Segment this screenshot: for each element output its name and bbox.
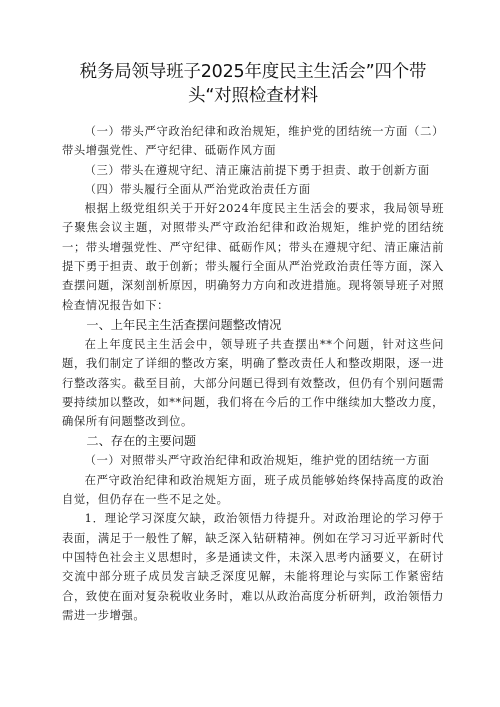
intro-paragraph-2: （三）带头在遵规守纪、清正廉洁前提下勇于担责、敢于创新方面 xyxy=(84,163,430,177)
section-heading-2: 二、存在的主要问题 xyxy=(86,434,197,449)
intro-paragraph-1: （一）带头严守政治纪律和政治规矩，维护党的团结统一方面（二）带头增强党性、严守纪律、砥砺作风方面 xyxy=(62,125,444,158)
document-title: 税务局领导班子2025年度民主生活会”四个带头“对照检查材料 xyxy=(79,62,427,106)
section2-paragraph: 在严守政治纪律和政治规矩方面，班子成员能够始终保持高度的政治自觉，但仍存在一些不足之处。 xyxy=(62,473,444,507)
section1-paragraph: 在上年度民主生活会中，领导班子共查摆出**个问题，针对这些问题，我们制定了详细的整改方案，明确了整改责任人和整改期限，逐一进行整改落实。截至目前，大部分问题已得到有效整改，但仍有个别问题需要持续加以整改，如**问题，我们将在今后的工作中继续加大整改力度，确保所有问题整改到位。 xyxy=(62,337,444,429)
intro-paragraph-3: （四）带头履行全面从严治党政治责任方面 xyxy=(84,182,311,196)
section2-subheading: （一）对照带头严守政治纪律和政治规矩，维护党的团结统一方面 xyxy=(84,454,430,468)
section-heading-1: 一、上年民主生活查摆问题整改情况 xyxy=(86,317,282,332)
section2-item-1: 1．理论学习深度欠缺，政治领悟力待提升。对政治理论的学习停于表面，满足于一般性了解，缺乏深入钻研精神。例如在学习习近平新时代中国特色社会主义思想时，多是通读文件，未深入思考内涵要义，在研讨交流中部分班子成员发言缺乏深度见解，未能将理论与实际工作紧密结合，致使在面对复杂税收业务时，难以从政治高度分析研判，政治领悟力需进一步增强。 xyxy=(62,512,444,622)
intro-paragraph-4: 根据上级党组织关于开好2024年度民主生活会的要求，我局领导班子聚焦会议主题，对照带头严守政治纪律和政治规矩，维护党的团结统一；带头增强党性、严守纪律、砥砺作风；带头在遵规守纪、清正廉洁前提下勇于担责、敢于创新；带头履行全面从严治党政治责任等方面，深入查摆问题，深刻剖析原因，明确努力方向和改进措施。现将领导班子对照检查情况报告如下： xyxy=(62,202,444,312)
